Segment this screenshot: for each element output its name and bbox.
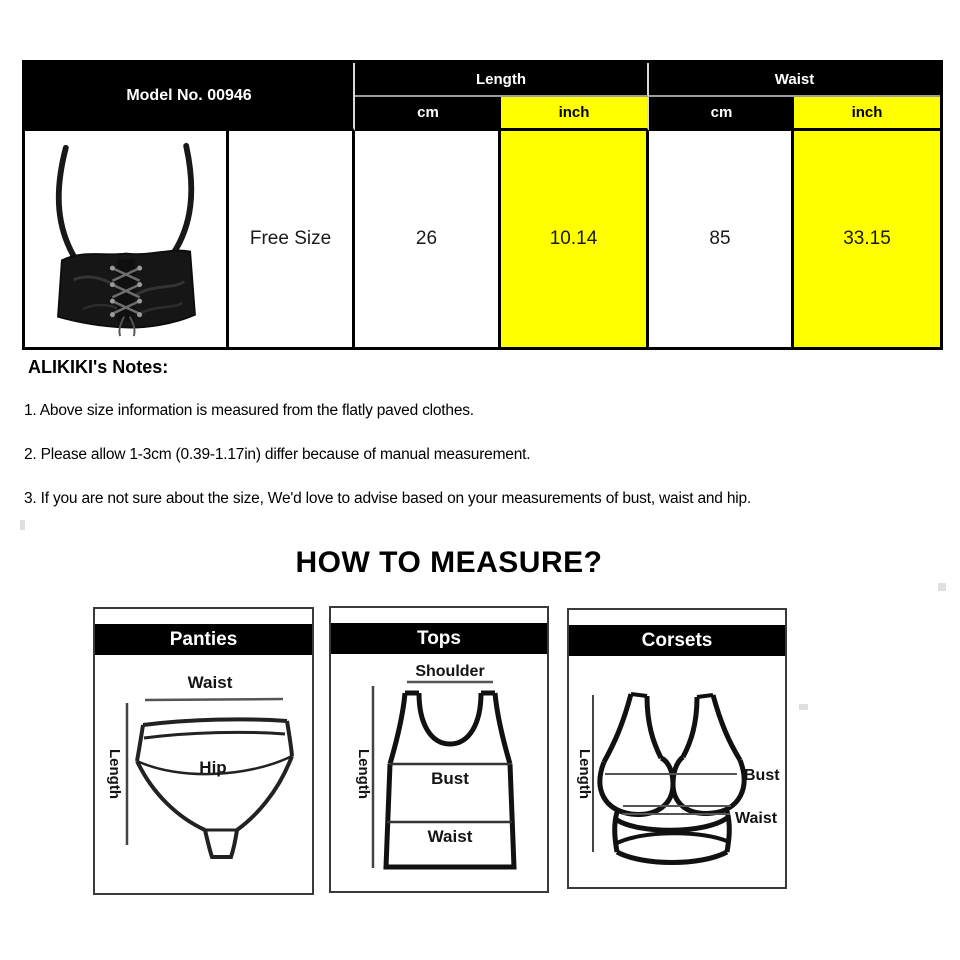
artifact-mark (938, 583, 946, 591)
waist-inch-header: inch (794, 97, 940, 131)
size-value-cell: Free Size (229, 131, 355, 347)
corsets-waist-label: Waist (735, 810, 778, 827)
note-item: 1. Above size information is measured from the flatly paved clothes. (24, 402, 474, 419)
length-cm-value: 26 (355, 131, 501, 347)
panel-title-corsets: Corsets (569, 625, 785, 656)
panel-title-tops: Tops (331, 623, 547, 654)
waist-cm-value: 85 (649, 131, 794, 347)
length-inch-header: inch (501, 97, 649, 131)
product-image (27, 133, 225, 345)
panties-waist-label: Waist (187, 673, 233, 692)
waist-group-header: Waist (649, 63, 940, 97)
tops-bust-label: Bust (431, 769, 469, 788)
measure-panel-panties (93, 607, 314, 895)
size-table (22, 60, 943, 350)
waist-inch-value: 33.15 (794, 131, 940, 347)
tops-diagram (331, 654, 547, 889)
waist-cm-header: cm (649, 97, 794, 131)
corsets-length-label: Length (576, 749, 593, 799)
product-photo-cell (25, 131, 229, 347)
model-number-header: Model No. 00946 (25, 63, 355, 131)
tops-shoulder-label: Shoulder (415, 663, 485, 680)
tops-waist-label: Waist (427, 827, 473, 846)
note-item: 2. Please allow 1-3cm (0.39-1.17in) differ because of manual measurement. (24, 446, 531, 463)
how-to-measure-heading: HOW TO MEASURE? (295, 546, 603, 579)
length-inch-value: 10.14 (501, 131, 649, 347)
artifact-mark (799, 704, 808, 710)
length-cm-header: cm (355, 97, 501, 131)
length-group-header: Length (355, 63, 649, 97)
measure-panel-corsets (567, 608, 787, 889)
panel-title-panties: Panties (95, 624, 312, 655)
tops-length-label: Length (355, 749, 372, 799)
notes-heading: ALIKIKI's Notes: (28, 357, 169, 377)
corsets-diagram (569, 656, 785, 884)
panties-diagram (95, 655, 312, 893)
note-item: 3. If you are not sure about the size, We'd love to advise based on your measurements of bust, waist and hip. (24, 490, 752, 507)
panties-length-label: Length (106, 749, 123, 799)
artifact-mark (20, 520, 25, 530)
panties-hip-label: Hip (199, 758, 227, 777)
corsets-bust-label: Bust (744, 767, 780, 784)
measure-panel-tops (329, 606, 549, 893)
